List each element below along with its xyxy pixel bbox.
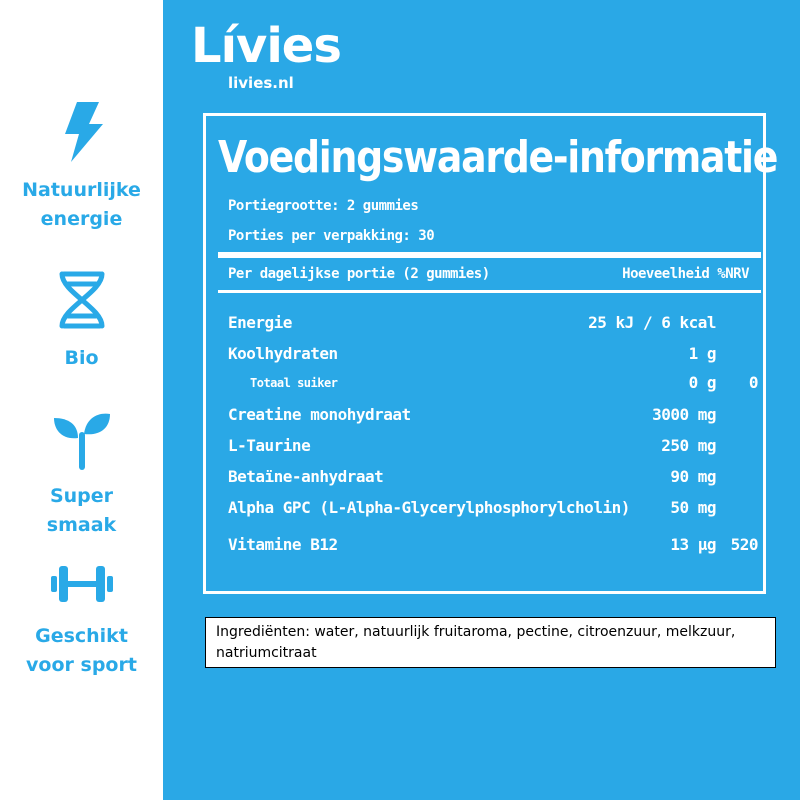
- nutrient-row: [228, 467, 758, 493]
- nutrient-name: Koolhydraten: [228, 344, 338, 363]
- nutrient-amount: 25 kJ / 6 kcal: [588, 313, 716, 332]
- sprout-icon: [52, 412, 112, 472]
- nutrient-row: [228, 436, 758, 462]
- feature-label: Bio: [64, 347, 99, 369]
- nutrient-name: Betaïne-anhydraat: [228, 467, 384, 486]
- brand-logo: Lívies: [191, 18, 341, 74]
- nutrient-name: Creatine monohydraat: [228, 405, 411, 424]
- nutrient-amount: 1 g: [688, 344, 716, 363]
- nutrition-label: [203, 113, 778, 594]
- nutrient-name: Energie: [228, 313, 292, 332]
- nutrient-nrv: 520: [730, 535, 758, 554]
- nutrient-amount: 13 µg: [670, 535, 716, 554]
- servings-per-pack: Porties per verpakking: 30: [228, 228, 435, 244]
- column-header-portion: Per dagelijkse portie (2 gummies): [228, 266, 490, 282]
- nutrient-name: L-Taurine: [228, 436, 311, 455]
- nutrient-name: Totaal suiker: [250, 376, 338, 390]
- divider: [218, 290, 761, 293]
- nutrient-amount: 3000 mg: [652, 405, 716, 424]
- thick-divider: [218, 252, 761, 258]
- nutrient-amount: 90 mg: [670, 467, 716, 486]
- nutrient-nrv: 0: [748, 373, 758, 392]
- lightning-icon: [59, 100, 105, 164]
- feature-taste: [0, 412, 163, 540]
- nutrient-row: [228, 313, 758, 339]
- brand-domain: livies.nl: [228, 74, 294, 92]
- nutrient-amount: 250 mg: [661, 436, 716, 455]
- feature-sport: [0, 562, 163, 680]
- nutrient-row: [228, 498, 758, 524]
- nutrient-amount: 0 g: [688, 373, 716, 392]
- column-header-amount: Hoeveelheid %NRV: [622, 266, 749, 282]
- nutrient-row: [228, 405, 758, 431]
- feature-energy: [0, 100, 163, 234]
- feature-bio: [0, 270, 163, 373]
- ingredients-box: Ingrediënten: water, natuurlijk fruitaroma, pectine, citroenzuur, melkzuur, natriumcitraat: [205, 617, 776, 668]
- nutrient-row: [228, 535, 758, 561]
- dumbbell-icon: [51, 562, 113, 606]
- feature-label: Geschikt voor sport: [26, 625, 137, 676]
- features-sidebar: [0, 0, 163, 800]
- nutrient-row: [228, 373, 758, 399]
- serving-size: Portiegrootte: 2 gummies: [228, 198, 419, 214]
- nutrient-amount: 50 mg: [670, 498, 716, 517]
- nutrient-row: [228, 344, 758, 370]
- dna-icon: [54, 270, 110, 330]
- nutrient-name: Vitamine B12: [228, 535, 338, 554]
- feature-label: Natuurlijke energie: [22, 179, 141, 230]
- nutrient-name: Alpha GPC (L-Alpha-Glycerylphosphorylcholin): [228, 498, 630, 517]
- label-title: Voedingswaarde-informatie: [218, 132, 778, 183]
- feature-label: Super smaak: [46, 485, 117, 536]
